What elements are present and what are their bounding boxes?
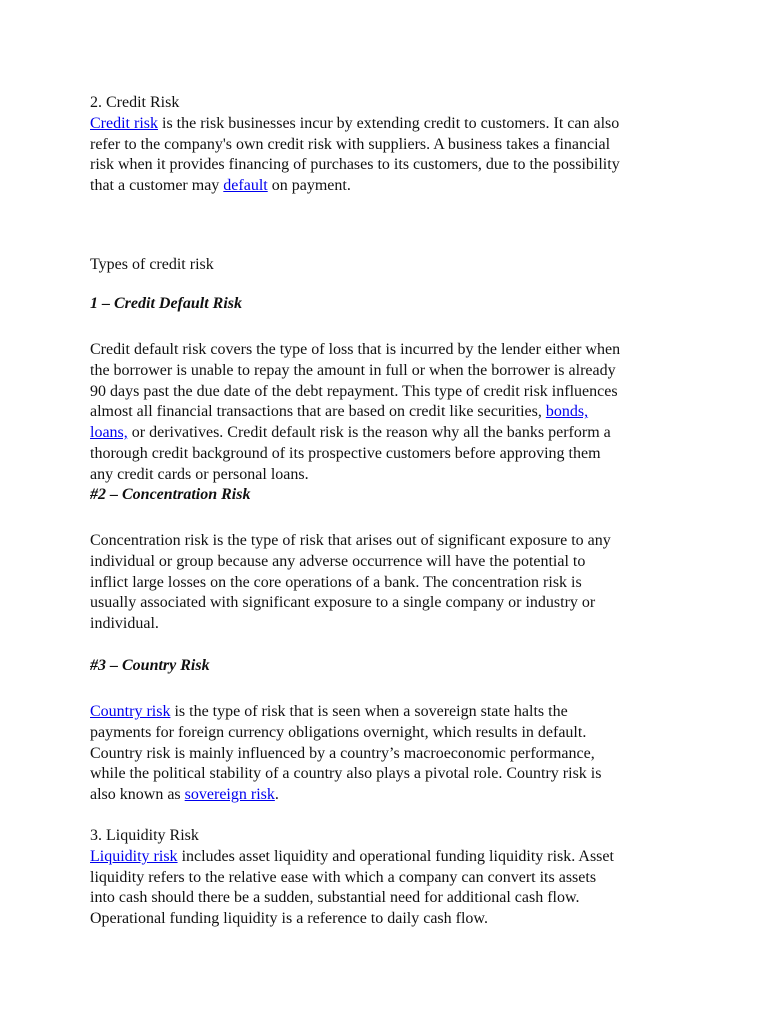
country-risk-link[interactable]: Country risk — [90, 703, 171, 720]
bonds-link[interactable]: bonds, — [545, 403, 589, 421]
country-risk-heading: #3 – Country Risk — [90, 657, 210, 674]
concentration-risk-heading: #2 – Concentration Risk — [90, 486, 251, 503]
credit-default-risk-heading: 1 – Credit Default Risk — [90, 295, 243, 312]
liquidity-risk-heading: 3. Liquidity Risk — [90, 827, 199, 844]
types-of-credit-risk-heading: Types of credit risk — [90, 256, 214, 273]
credit-risk-heading: 2. Credit Risk — [90, 94, 180, 111]
concentration-risk-body: Concentration risk is the type of risk that arises out of significant exposure to any individual or group because any adverse occurrence will have the potential to inflict large losses on the core operations of a bank. The concentration risk is usually associated with significant exposure to a single company or industry or individual. — [90, 532, 611, 633]
credit-risk-link[interactable]: Credit risk — [90, 114, 158, 132]
country-risk-body: Country risk is the type of risk that is seen when a sovereign state halts the payments for foreign currency obligations overnight, which results in default. Country risk is mainly influenced by a country’s macroeconomic performance, while the political stability of a country also plays a pivotal role. Country risk is also known as sovereign risk. — [90, 703, 602, 804]
sovereign-risk-link[interactable]: sovereign risk — [184, 786, 275, 804]
section-liquidity-risk: 3. Liquidity Risk Liquidity risk includes asset liquidity and operational funding liquidity risk. Asset liquidity refers to the relative ease with which a company can convert its assets into cash should there be a sudden, substantial need for additional cash flow. Operational funding liquidity is a reference to daily cash flow. — [90, 827, 614, 928]
loans-link[interactable]: loans, — [90, 424, 128, 442]
section-credit-risk: 2. Credit Risk Credit risk is the risk businesses incur by extending credit to customers. It can also refer to the company's own credit risk with suppliers. A business takes a financial risk when it provides financing of purchases to its customers, due to the possibility that a customer may default on payment. — [90, 94, 620, 195]
default-link[interactable]: default — [223, 177, 268, 195]
liquidity-risk-link[interactable]: Liquidity risk — [90, 847, 178, 865]
credit-default-risk-body: Credit default risk covers the type of loss that is incurred by the lender either when the borrower is unable to repay the amount in full or when the borrower is already 90 days past the due date of the debt repayment. This type of credit risk influences almost all financial transactions that are based on credit like securities, bonds, loans, or derivatives. Credit default risk is the reason why all the banks perform a thorough credit background of its prospective customers before approving them any credit cards or personal loans. — [90, 341, 621, 483]
